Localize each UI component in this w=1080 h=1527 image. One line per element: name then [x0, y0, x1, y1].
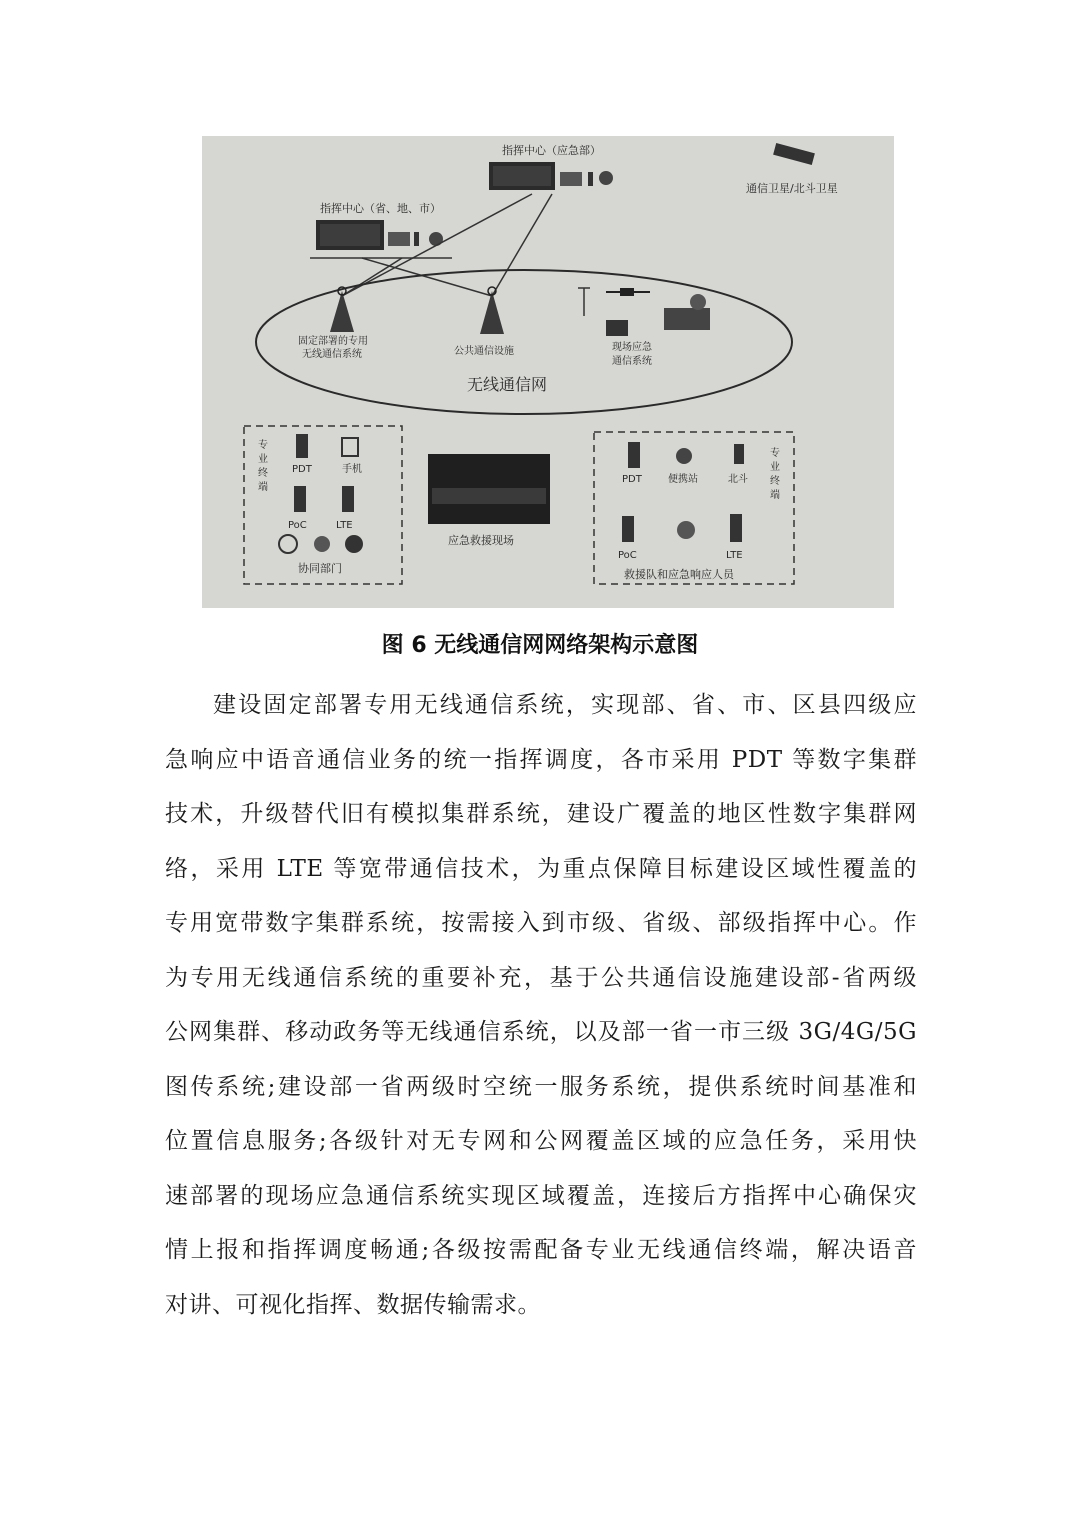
radio-icon — [296, 434, 308, 458]
paragraph-line: 技术，升级替代旧有模拟集群系统，建设广覆盖的地区性数字集群网 — [165, 801, 917, 827]
right-side-char-3: 终 — [770, 476, 780, 487]
right-beidou-label: 北斗 — [728, 474, 748, 485]
public-facility-label: 公共通信设施 — [454, 346, 514, 357]
paragraph-line: 络，采用 LTE 等宽带通信技术，为重点保障目标建设区域性覆盖的 — [165, 855, 917, 882]
paragraph-line: 急响应中语音通信业务的统一指挥调度，各市采用 PDT 等数字集群 — [165, 746, 917, 773]
police-badge-icon — [345, 535, 363, 553]
right-pdt-label: PDT — [622, 474, 642, 485]
left-side-char-4: 端 — [258, 482, 268, 493]
left-pdt-label: PDT — [292, 464, 312, 475]
left-side-char-2: 业 — [258, 454, 268, 465]
fixed-system-label-1: 固定部署的专用 — [298, 336, 368, 347]
body-paragraph — [165, 678, 917, 1332]
right-side-char-4: 端 — [770, 490, 780, 501]
paragraph-line: 图传系统;建设部一省两级时空统一服务系统，提供系统时间基准和 — [165, 1073, 917, 1100]
radio-icon — [342, 486, 354, 512]
right-footer-label: 救援队和应急响应人员 — [624, 568, 734, 581]
command-center-province-label: 指挥中心（省、地、市） — [320, 202, 441, 215]
paragraph-line: 为专用无线通信系统的重要补充，基于公共通信设施建设部-省两级 — [165, 964, 917, 991]
rescue-scene-label: 应急救援现场 — [448, 534, 514, 547]
portable-station-icon — [676, 448, 692, 464]
right-lte-label: LTE — [726, 550, 743, 561]
onsite-system-label-1: 现场应急 — [612, 342, 652, 353]
beidou-terminal-icon — [734, 444, 744, 464]
left-phone-label: 手机 — [342, 464, 362, 475]
left-side-char-3: 终 — [258, 468, 268, 479]
paragraph-line: 情上报和指挥调度畅通;各级按需配备专业无线通信终端，解决语音 — [165, 1237, 917, 1263]
satellite-label: 通信卫星/北斗卫星 — [746, 182, 838, 195]
people-icon — [677, 521, 695, 539]
left-poc-label: PoC — [288, 520, 307, 531]
paragraph-line: 建设固定部署专用无线通信系统，实现部、省、市、区县四级应 — [213, 692, 917, 718]
left-side-char-1: 专 — [258, 440, 268, 451]
paragraph-line: 对讲、可视化指挥、数据传输需求。 — [165, 1291, 541, 1318]
rescue-scene-image — [428, 454, 550, 524]
paragraph-line: 专用宽带数字集群系统，按需接入到市级、省级、部级指挥中心。作 — [165, 910, 917, 936]
radio-icon — [628, 442, 640, 468]
radio-icon — [294, 486, 306, 512]
left-lte-label: LTE — [336, 520, 353, 531]
radio-icon — [622, 516, 634, 542]
paragraph-line: 公网集群、移动政务等无线通信系统，以及部一省一市三级 3G/4G/5G — [165, 1019, 917, 1045]
right-portable-label: 便携站 — [668, 474, 698, 485]
paragraph-line: 速部署的现场应急通信系统实现区域覆盖，连接后方指挥中心确保灾 — [165, 1182, 917, 1209]
right-poc-label: PoC — [618, 550, 637, 561]
left-footer-label: 协同部门 — [298, 562, 342, 575]
wireless-network-title: 无线通信网 — [467, 375, 548, 394]
right-side-char-1: 专 — [770, 448, 780, 459]
fixed-system-label-2: 无线通信系统 — [302, 349, 362, 360]
radio-icon — [730, 514, 742, 542]
figure-caption: 图 6 无线通信网网络架构示意图 — [381, 633, 699, 658]
right-side-char-2: 业 — [770, 462, 780, 473]
people-icon — [314, 536, 330, 552]
paragraph-line: 位置信息服务;各级针对无专网和公网覆盖区域的应急任务，采用快 — [165, 1128, 917, 1154]
network-architecture-figure — [202, 136, 894, 608]
onsite-system-label-2: 通信系统 — [612, 356, 652, 367]
command-center-ministry-label: 指挥中心（应急部） — [502, 144, 601, 157]
